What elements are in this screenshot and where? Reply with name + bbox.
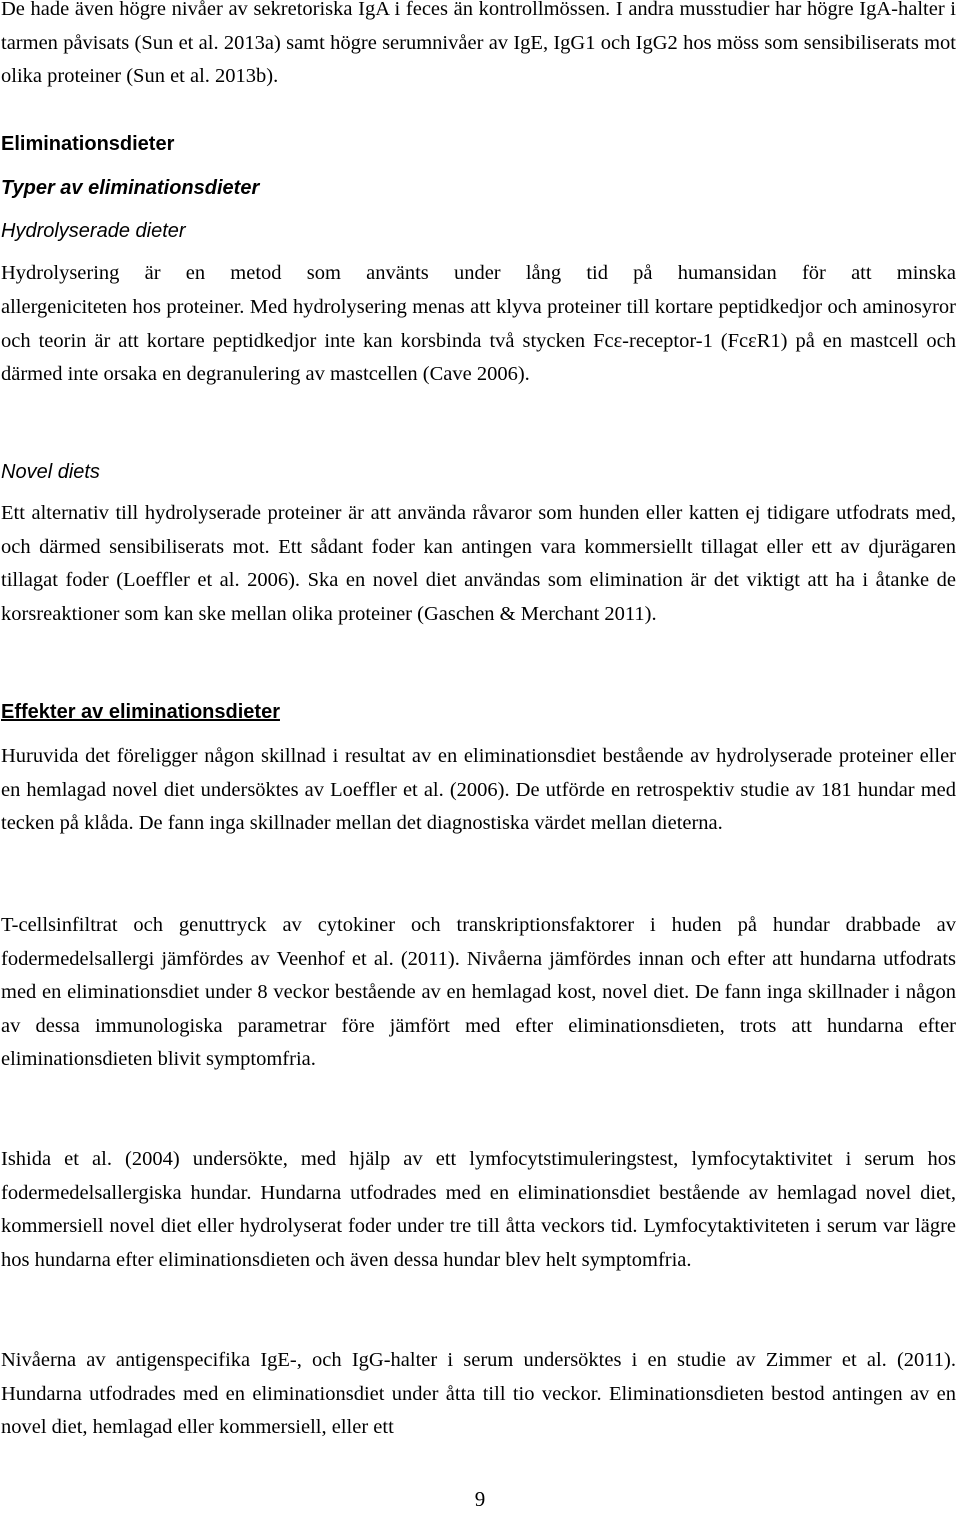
paragraph-loeffler: Huruvida det föreligger någon skillnad i resultat av en eliminationsdiet bestående av hydrolyserade proteiner eller en hemlagad novel diet undersöktes av Loeffler et al. (2006). De utförde en retrospektiv studie av 181 hundar med tecken på klåda. De fann inga skillnader mellan det diagnostiska värdet mellan dieterna.: [1, 745, 956, 834]
paragraph-hydrolysering: allergeniciteten hos proteiner. Med hydrolysering menas att klyva proteiner till kortare peptidkedjor och aminosyror och teorin är att kortare peptidkedjor inte kan korsbinda två stycken Fcε-receptor-1 (FcεR1) på en mastcell och därmed inte orsaka en degranulering av mastcellen (Cave 2006).: [1, 296, 956, 385]
heading-eliminationsdieter: Eliminationsdieter: [1, 133, 175, 155]
paragraph-zimmer: Nivåerna av antigenspecifika IgE-, och IgG-halter i serum undersöktes i en studie av Zimmer et al. (2011). Hundarna utfodrades med en eliminationsdiet under åtta till tio veckor. Eliminationsdieten bestod antingen av en novel diet, hemlagad eller kommersiell, eller ett: [1, 1349, 956, 1438]
paragraph-veenhof: T-cellsinfiltrat och genuttryck av cytokiner och transkriptionsfaktorer i huden på hundar drabbade av fodermedelsallergi jämfördes av Veenhof et al. (2011). Nivåerna jämfördes innan och efter att hundarna utfodrats med en eliminationsdiet under 8 veckor bestående av en hemlagad kost, novel diet. De fann inga skillnader i någon av dessa immunologiska parametrar före jämfört med efter eliminationsdieten, trots att hundarna efter eliminationsdieten blivit symptomfria.: [1, 914, 956, 1070]
page-number: 9: [474, 1487, 486, 1511]
paragraph-intro: De hade även högre nivåer av sekretoriska IgA i feces än kontrollmössen. I andra musstudier har högre IgA-halter i tarmen påvisats (Sun et al. 2013a) samt högre serumnivåer av IgE, IgG1 och IgG2 hos möss som sensibiliserats mot olika proteiner (Sun et al. 2013b).: [1, 0, 956, 87]
paragraph-hydrolysering-line-1: Hydrolysering är en metod som använts under lång tid på humansidan för att minska: [1, 262, 956, 284]
heading-novel-diets: Novel diets: [1, 461, 100, 483]
paragraph-ishida: Ishida et al. (2004) undersökte, med hjälp av ett lymfocytstimuleringstest, lymfocytaktivitet i serum hos fodermedelsallergiska hundar. Hundarna utfodrades med en eliminationsdiet bestående av hemlagad novel diet, kommersiell novel diet eller hydrolyserat foder under tre till åtta veckors tid. Lymfocytaktiviteten i serum var lägre hos hundarna efter eliminationsdieten och även dessa hundar blev helt symptomfria.: [1, 1148, 956, 1271]
paragraph-novel-diets: Ett alternativ till hydrolyserade proteiner är att använda råvaror som hunden eller katten ej tidigare utfodrats med, och därmed sensibiliserats mot. Ett sådant foder kan antingen vara kommersiellt tillagat eller ett av djurägaren tillagat foder (Loeffler et al. 2006). Ska en novel diet användas som elimination är det viktigt att ha i åtanke de korsreaktioner som kan ske mellan olika proteiner (Gaschen & Merchant 2011).: [1, 502, 956, 625]
heading-hydrolyserade-dieter: Hydrolyserade dieter: [1, 220, 186, 242]
heading-typer-av-eliminationsdieter: Typer av eliminationsdieter: [1, 177, 260, 199]
heading-effekter-av-eliminationsdieter: Effekter av eliminationsdieter: [1, 701, 280, 723]
